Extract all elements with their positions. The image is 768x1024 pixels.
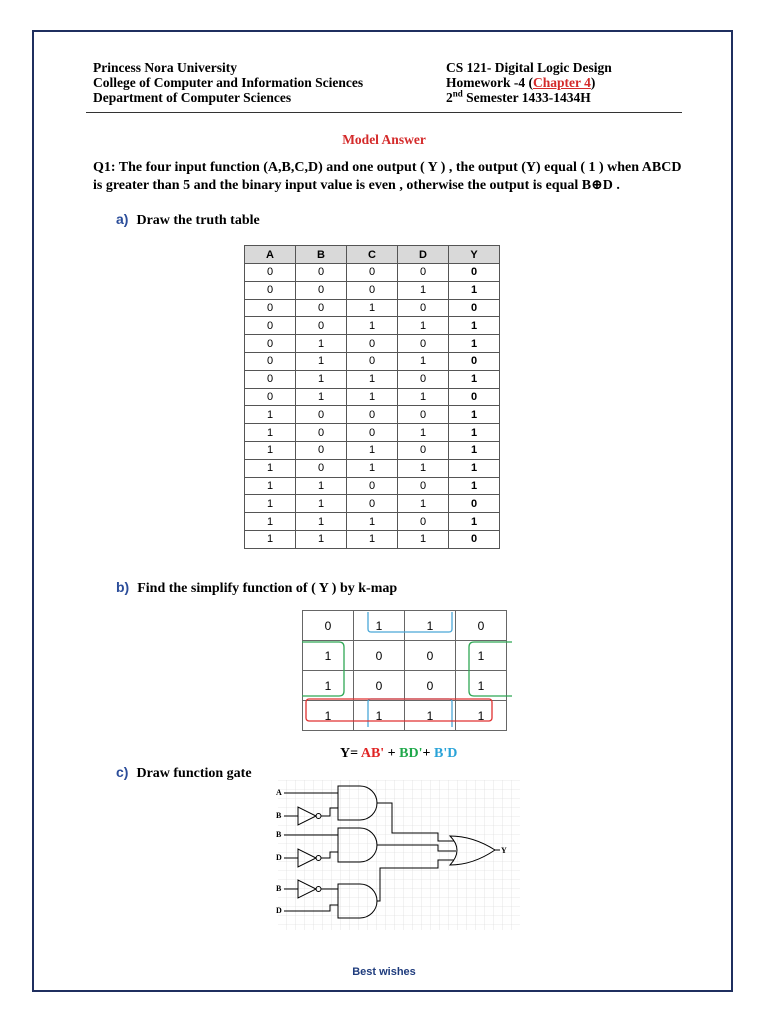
table-cell: 1 xyxy=(245,406,296,424)
table-cell: 1 xyxy=(245,424,296,442)
table-cell: 0 xyxy=(347,264,398,282)
table-cell: 1 xyxy=(347,388,398,406)
part-c xyxy=(116,764,252,782)
table-row xyxy=(245,388,500,406)
table-cell: 0 xyxy=(347,406,398,424)
semester-ordinal: nd xyxy=(452,88,463,99)
table-cell: 0 xyxy=(245,281,296,299)
table-cell: 0 xyxy=(347,352,398,370)
k-map-cell: 1 xyxy=(354,701,405,731)
table-row xyxy=(245,406,500,424)
table-cell: 0 xyxy=(296,281,347,299)
k-map-cell: 1 xyxy=(354,611,405,641)
truth-table-header-d: D xyxy=(398,246,449,264)
table-cell: 0 xyxy=(296,406,347,424)
input-label-b: B xyxy=(276,884,282,893)
table-cell: 1 xyxy=(398,530,449,548)
part-text: Find the simplify function of ( Y ) by k-map xyxy=(137,581,398,596)
input-label-a: A xyxy=(276,788,282,797)
table-cell: 1 xyxy=(296,388,347,406)
k-map-cell: 1 xyxy=(303,641,354,671)
table-cell: 0 xyxy=(398,335,449,353)
table-cell: 1 xyxy=(449,441,500,459)
table-cell: 0 xyxy=(347,335,398,353)
table-cell: 0 xyxy=(347,281,398,299)
chapter-link[interactable]: Chapter 4 xyxy=(532,75,591,90)
table-cell: 1 xyxy=(347,441,398,459)
table-row xyxy=(245,335,500,353)
k-map-cell: 0 xyxy=(354,641,405,671)
k-map-cell: 0 xyxy=(405,671,456,701)
term-ab-prime: AB' xyxy=(360,746,385,761)
table-cell: 0 xyxy=(245,317,296,335)
table-cell: 0 xyxy=(296,441,347,459)
table-cell: 0 xyxy=(245,370,296,388)
table-cell: 0 xyxy=(296,459,347,477)
homework-suffix: ) xyxy=(590,75,596,90)
table-cell: 1 xyxy=(347,513,398,531)
k-map-cell: 1 xyxy=(303,671,354,701)
homework-prefix: Homework -4 ( xyxy=(446,75,533,90)
k-map-cell: 0 xyxy=(354,671,405,701)
input-label-b: B xyxy=(276,830,282,839)
table-cell: 0 xyxy=(245,299,296,317)
input-label-b: B xyxy=(276,811,282,820)
table-cell: 1 xyxy=(347,317,398,335)
plus-sign: + xyxy=(384,746,400,761)
table-cell: 0 xyxy=(398,406,449,424)
table-cell: 0 xyxy=(449,495,500,513)
header-divider xyxy=(86,112,682,113)
table-cell: 1 xyxy=(398,281,449,299)
table-cell: 0 xyxy=(449,530,500,548)
truth-table xyxy=(244,245,500,549)
table-cell: 0 xyxy=(449,388,500,406)
table-cell: 0 xyxy=(347,477,398,495)
table-row xyxy=(245,513,500,531)
semester-number: 2 xyxy=(446,90,453,105)
college-name: College of Computer and Information Sciences xyxy=(93,75,364,90)
table-cell: 1 xyxy=(245,441,296,459)
university-name: Princess Nora University xyxy=(93,60,237,75)
table-cell: 1 xyxy=(398,317,449,335)
k-map-cell: 1 xyxy=(405,611,456,641)
table-cell: 1 xyxy=(296,370,347,388)
table-cell: 1 xyxy=(347,530,398,548)
department-name: Department of Computer Sciences xyxy=(93,90,292,105)
table-cell: 1 xyxy=(398,388,449,406)
table-cell: 1 xyxy=(347,299,398,317)
table-cell: 0 xyxy=(245,388,296,406)
table-cell: 1 xyxy=(296,477,347,495)
table-cell: 1 xyxy=(449,477,500,495)
table-cell: 1 xyxy=(398,352,449,370)
table-cell: 1 xyxy=(449,406,500,424)
input-label-d: D xyxy=(276,906,282,915)
group-bd-prime-top xyxy=(368,612,452,632)
table-row xyxy=(245,299,500,317)
semester-line xyxy=(446,90,612,105)
output-label-y: Y xyxy=(501,846,507,855)
page-title: Model Answer xyxy=(342,132,426,147)
table-cell: 0 xyxy=(245,264,296,282)
table-cell: 0 xyxy=(245,352,296,370)
part-b xyxy=(116,579,397,597)
table-cell: 1 xyxy=(245,530,296,548)
term-bd-prime: BD' xyxy=(399,746,423,761)
table-cell: 0 xyxy=(296,317,347,335)
table-cell: 1 xyxy=(245,477,296,495)
table-cell: 0 xyxy=(398,299,449,317)
table-cell: 1 xyxy=(449,459,500,477)
table-cell: 1 xyxy=(449,513,500,531)
k-map xyxy=(302,610,512,740)
table-cell: 0 xyxy=(347,495,398,513)
table-cell: 0 xyxy=(449,264,500,282)
table-cell: 1 xyxy=(449,370,500,388)
k-map-cell: 1 xyxy=(456,701,507,731)
part-label: b) xyxy=(116,579,130,595)
table-row xyxy=(245,441,500,459)
equation-prefix: Y= xyxy=(340,746,361,761)
table-row xyxy=(245,352,500,370)
k-map-cell: 0 xyxy=(303,611,354,641)
plus-sign: + xyxy=(422,746,434,761)
table-cell: 0 xyxy=(398,513,449,531)
group-b-d-prime-left xyxy=(302,642,344,696)
part-text: Draw the truth table xyxy=(136,213,260,228)
table-cell: 1 xyxy=(347,370,398,388)
semester-text: Semester 1433-1434H xyxy=(462,90,591,105)
table-row xyxy=(245,459,500,477)
table-row xyxy=(245,495,500,513)
k-map-cell: 0 xyxy=(405,641,456,671)
table-cell: 1 xyxy=(449,335,500,353)
part-a xyxy=(116,211,260,229)
group-ab-prime xyxy=(306,699,492,721)
question-text: Q1: The four input function (A,B,C,D) and one output ( Y ) , the output (Y) equal ( 1 ) when ABCD is greater than 5 and the binary input value is even , otherwise the output is equal B⊕D . xyxy=(93,160,682,193)
table-row xyxy=(245,477,500,495)
table-cell: 1 xyxy=(296,530,347,548)
part-label: a) xyxy=(116,211,129,227)
table-row xyxy=(245,281,500,299)
input-label-d: D xyxy=(276,853,282,862)
simplified-equation xyxy=(340,746,457,762)
k-map-cell: 1 xyxy=(303,701,354,731)
k-map-cell: 1 xyxy=(456,671,507,701)
truth-table-header-b: B xyxy=(296,246,347,264)
table-cell: 1 xyxy=(398,495,449,513)
truth-table-header-a: A xyxy=(245,246,296,264)
table-cell: 1 xyxy=(449,424,500,442)
group-bd-prime-bottom xyxy=(368,699,452,727)
table-cell: 1 xyxy=(449,317,500,335)
truth-table-header-y: Y xyxy=(449,246,500,264)
truth-table-header-c: C xyxy=(347,246,398,264)
table-cell: 0 xyxy=(449,352,500,370)
table-row xyxy=(245,317,500,335)
table-row xyxy=(245,370,500,388)
table-cell: 0 xyxy=(449,299,500,317)
header-institution xyxy=(93,60,363,105)
group-b-d-prime-right xyxy=(469,642,512,696)
grid-background xyxy=(278,780,520,930)
table-cell: 1 xyxy=(245,459,296,477)
k-map-cell: 1 xyxy=(405,701,456,731)
k-map-cell: 1 xyxy=(456,641,507,671)
homework-line xyxy=(446,75,612,90)
footer-text: Best wishes xyxy=(352,966,416,978)
k-map-groupings xyxy=(302,610,512,740)
header-course xyxy=(446,60,612,105)
table-row xyxy=(245,424,500,442)
table-row xyxy=(245,530,500,548)
k-map-cell: 0 xyxy=(456,611,507,641)
table-cell: 0 xyxy=(398,477,449,495)
table-cell: 1 xyxy=(449,281,500,299)
table-cell: 1 xyxy=(245,495,296,513)
table-cell: 0 xyxy=(398,441,449,459)
table-cell: 1 xyxy=(398,459,449,477)
table-cell: 1 xyxy=(296,335,347,353)
table-cell: 1 xyxy=(347,459,398,477)
table-cell: 0 xyxy=(398,264,449,282)
table-cell: 1 xyxy=(245,513,296,531)
table-cell: 0 xyxy=(296,299,347,317)
table-cell: 0 xyxy=(296,424,347,442)
table-cell: 1 xyxy=(296,513,347,531)
table-cell: 0 xyxy=(296,264,347,282)
table-cell: 1 xyxy=(296,352,347,370)
table-cell: 0 xyxy=(245,335,296,353)
table-cell: 0 xyxy=(347,424,398,442)
part-label: c) xyxy=(116,764,129,780)
logic-circuit xyxy=(268,780,520,930)
course-title: CS 121- Digital Logic Design xyxy=(446,60,612,75)
table-cell: 1 xyxy=(398,424,449,442)
part-text: Draw function gate xyxy=(136,766,252,781)
table-cell: 0 xyxy=(398,370,449,388)
table-row xyxy=(245,264,500,282)
table-cell: 1 xyxy=(296,495,347,513)
term-b-prime-d: B'D xyxy=(433,746,458,761)
